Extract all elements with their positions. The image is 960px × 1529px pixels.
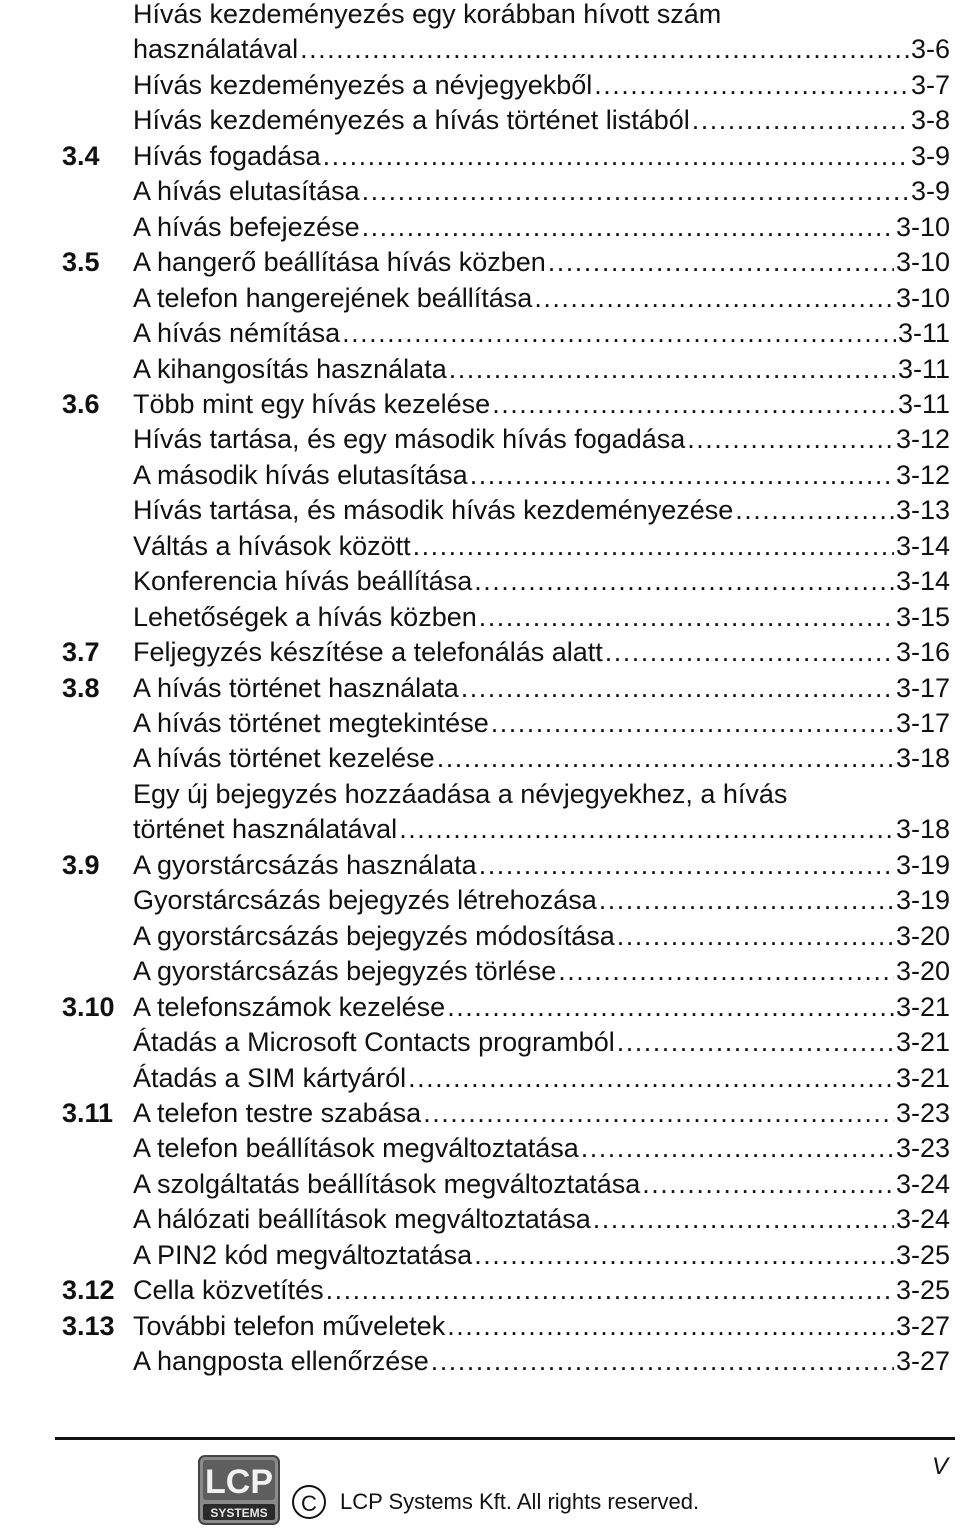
toc-page-number: 3-20 — [895, 956, 950, 987]
dot-leader — [642, 1166, 894, 1202]
dot-leader — [479, 847, 894, 883]
dot-leader — [423, 1095, 894, 1131]
toc-entry-title: Hívás kezdeményezés a névjegyekből — [133, 69, 593, 100]
toc-line — [133, 351, 950, 387]
toc-line — [133, 315, 950, 351]
toc-line — [133, 386, 950, 422]
toc-page-number: 3-12 — [895, 459, 950, 490]
toc-entry — [0, 67, 960, 103]
toc-page-number: 3-10 — [895, 282, 950, 313]
toc-page-number: 3-27 — [895, 1346, 950, 1377]
dot-leader — [617, 1024, 894, 1060]
toc-page-number: 3-7 — [910, 69, 950, 100]
toc-page-number: 3-18 — [895, 814, 950, 845]
toc-entry — [0, 1272, 960, 1308]
dot-leader — [362, 173, 909, 209]
toc-page-number: 3-18 — [895, 743, 950, 774]
toc-entry — [0, 1095, 960, 1131]
toc-page-number: 3-21 — [895, 1027, 950, 1058]
dot-leader — [599, 882, 894, 918]
toc-line — [133, 528, 950, 564]
dot-leader — [447, 1308, 894, 1344]
toc-line — [133, 882, 950, 918]
toc-entry — [0, 209, 960, 245]
toc-entry-title: Cella közvetítés — [133, 1275, 324, 1306]
toc-page-number: 3-10 — [895, 247, 950, 278]
page-number: V — [931, 1453, 948, 1480]
toc-line — [133, 1130, 950, 1166]
toc-entry-title: A hívás befejezése — [133, 211, 360, 242]
toc-page-number: 3-20 — [895, 920, 950, 951]
toc-entry-title: A hívás történet kezelése — [133, 743, 435, 774]
toc-page-number: 3-14 — [895, 566, 950, 597]
toc-line — [133, 1201, 950, 1237]
dot-leader — [492, 386, 896, 422]
dot-leader — [687, 421, 894, 457]
toc-entry-title: Hívás fogadása — [133, 140, 321, 171]
toc-page-number: 3-8 — [910, 105, 950, 136]
dot-leader — [461, 670, 894, 706]
toc-line — [133, 280, 950, 316]
toc-section-number: 3.7 — [62, 637, 100, 668]
toc-entry — [0, 492, 960, 528]
toc-page-number: 3-27 — [895, 1310, 950, 1341]
dot-leader — [692, 102, 909, 138]
toc-line — [133, 31, 950, 67]
toc-line — [133, 421, 950, 457]
toc-line — [133, 740, 950, 776]
toc-entry — [0, 1130, 960, 1166]
toc-page-number: 3-11 — [897, 353, 950, 384]
dot-leader — [605, 634, 894, 670]
toc-entry-title: A hangerő beállítása hívás közben — [133, 247, 546, 278]
toc-page-number: 3-10 — [895, 211, 950, 242]
dot-leader — [558, 953, 894, 989]
copyright-text: LCP Systems Kft. All rights reserved. — [340, 1489, 700, 1514]
dot-leader — [449, 351, 896, 387]
toc-entry — [0, 1201, 960, 1237]
toc-entry-title: A telefon hangerejének beállítása — [133, 282, 533, 313]
toc-entry-title: További telefon műveletek — [133, 1310, 446, 1341]
toc-entry-title: A hívás elutasítása — [133, 176, 360, 207]
toc-entry — [0, 599, 960, 635]
toc-entry — [0, 1237, 960, 1273]
toc-page-number: 3-9 — [910, 140, 950, 171]
dot-leader — [342, 315, 896, 351]
toc-entry-title: A második hívás elutasítása — [133, 459, 468, 490]
toc-entry-title: Átadás a SIM kártyáról — [133, 1062, 407, 1093]
toc-page-number: 3-16 — [895, 637, 950, 668]
toc-page-number: 3-21 — [895, 991, 950, 1022]
toc-section-number: 3.5 — [62, 247, 100, 278]
dot-leader — [548, 244, 894, 280]
toc-entry — [0, 740, 960, 776]
toc-line — [133, 492, 950, 528]
toc-line — [133, 989, 950, 1025]
toc-entry — [0, 811, 960, 847]
toc-page-number: 3-24 — [895, 1204, 950, 1235]
toc-line — [133, 1308, 950, 1344]
toc-entry — [0, 528, 960, 564]
lcp-systems-logo — [198, 1455, 280, 1525]
toc-entry-title: A hangposta ellenőrzése — [133, 1346, 429, 1377]
dot-leader — [474, 1237, 894, 1273]
toc-entry-title: A hálózati beállítások megváltoztatása — [133, 1204, 591, 1235]
toc-page-number: 3-17 — [895, 672, 950, 703]
toc-page-number: 3-11 — [897, 318, 950, 349]
toc-section-number: 3.9 — [62, 849, 100, 880]
logo-subtitle: SYSTEMS — [210, 1506, 268, 1520]
dot-leader — [594, 67, 909, 103]
toc-page-number: 3-21 — [895, 1062, 950, 1093]
toc-section-number: 3.10 — [62, 991, 115, 1022]
toc-section-number: 3.12 — [62, 1275, 115, 1306]
toc-entry — [0, 102, 960, 138]
copyright-notice — [292, 1482, 699, 1522]
toc-line — [133, 918, 950, 954]
toc-entry-title: A gyorstárcsázás bejegyzés módosítása — [133, 920, 615, 951]
dot-leader — [581, 1130, 894, 1166]
toc-entry-title: Egy új bejegyzés hozzáadása a névjegyekhez, a hívás — [133, 778, 788, 809]
toc-page-number: 3-24 — [895, 1168, 950, 1199]
toc-entry-title: A hívás történet használata — [133, 672, 459, 703]
toc-entry — [0, 0, 960, 32]
dot-leader — [735, 492, 894, 528]
toc-entry — [0, 989, 960, 1025]
toc-entry — [0, 386, 960, 422]
toc-page-number: 3-23 — [895, 1097, 950, 1128]
toc-line — [133, 1343, 950, 1379]
toc-entry-title: A hívás némítása — [133, 318, 341, 349]
toc-entry — [0, 1060, 960, 1096]
toc-line — [133, 811, 950, 847]
toc-entry-title: Feljegyzés készítése a telefonálás alatt — [133, 637, 603, 668]
toc-page-number: 3-14 — [895, 530, 950, 561]
footer-divider — [55, 1437, 955, 1440]
toc-line — [133, 173, 950, 209]
toc-line — [133, 138, 950, 174]
toc-section-number: 3.13 — [62, 1310, 115, 1341]
dot-leader — [534, 280, 894, 316]
toc-entry — [0, 421, 960, 457]
toc-entry-title: A gyorstárcsázás bejegyzés törlése — [133, 956, 557, 987]
toc-entry-title: A telefon beállítások megváltoztatása — [133, 1133, 579, 1164]
toc-entry-title: A hívás történet megtekintése — [133, 708, 489, 738]
toc-entry-title: használatával — [133, 34, 299, 65]
toc-entry — [0, 244, 960, 280]
toc-entry — [0, 1166, 960, 1202]
toc-entry — [0, 705, 960, 741]
dot-leader — [326, 1272, 894, 1308]
toc-line — [133, 1272, 950, 1308]
toc-entry — [0, 1024, 960, 1060]
toc-entry — [0, 634, 960, 670]
toc-page-number: 3-25 — [895, 1239, 950, 1270]
toc-line — [133, 1060, 950, 1096]
toc-entry-title: Hívás tartása, és második hívás kezdeményezése — [133, 495, 734, 526]
toc-entry — [0, 31, 960, 67]
dot-leader — [323, 138, 909, 174]
toc-entry-title: A telefon testre szabása — [133, 1097, 422, 1128]
toc-entry — [0, 918, 960, 954]
toc-entry-title: A telefonszámok kezelése — [133, 991, 446, 1022]
toc-entry — [0, 138, 960, 174]
toc-entry-title: Hívás tartása, és egy második hívás fogadása — [133, 424, 686, 455]
toc-line — [133, 1095, 950, 1131]
dot-leader — [437, 740, 894, 776]
toc-page-number: 3-25 — [895, 1275, 950, 1306]
toc-entry — [0, 776, 960, 812]
dot-leader — [617, 918, 894, 954]
toc-page-number: 3-9 — [910, 176, 950, 207]
copyright-icon: C — [292, 1485, 326, 1519]
toc-line — [133, 670, 950, 706]
toc-line — [133, 847, 950, 883]
dot-leader — [300, 31, 909, 67]
dot-leader — [470, 457, 894, 493]
toc-entry-title: A szolgáltatás beállítások megváltoztatása — [133, 1168, 641, 1199]
toc-entry-title: Hívás kezdeményezés egy korábban hívott szám — [133, 0, 722, 29]
toc-entry-title: A kihangosítás használata — [133, 353, 447, 384]
dot-leader — [399, 811, 894, 847]
toc-line — [133, 599, 950, 635]
toc-entry-title: Lehetőségek a hívás közben — [133, 601, 477, 632]
toc-page-number: 3-12 — [895, 424, 950, 455]
toc-line — [133, 1166, 950, 1202]
dot-leader — [431, 1343, 894, 1379]
toc-entry — [0, 847, 960, 883]
toc-section-number: 3.4 — [62, 140, 100, 171]
toc-entry — [0, 563, 960, 599]
toc-entry — [0, 1308, 960, 1344]
toc-line — [133, 102, 950, 138]
toc-entry — [0, 670, 960, 706]
dot-leader — [362, 209, 894, 245]
toc-entry-title: Átadás a Microsoft Contacts programból — [133, 1027, 615, 1058]
toc-page-number: 3-6 — [910, 34, 950, 65]
toc-line — [133, 705, 950, 741]
toc-entry-title: A PIN2 kód megváltoztatása — [133, 1239, 473, 1270]
toc-page-number: 3-19 — [895, 885, 950, 916]
toc-entry-title: Váltás a hívások között — [133, 530, 411, 561]
toc-entry-title: Konferencia hívás beállítása — [133, 566, 473, 597]
toc-line — [133, 209, 950, 245]
toc-line — [133, 244, 950, 280]
toc-line — [133, 67, 950, 103]
toc-entry-title: történet használatával — [133, 814, 398, 845]
toc-line — [133, 563, 950, 599]
toc-entry-title: Gyorstárcsázás bejegyzés létrehozása — [133, 885, 597, 916]
toc-page-number: 3-13 — [895, 495, 950, 526]
toc-page-number: 3-15 — [895, 601, 950, 632]
toc-page-number: 3-23 — [895, 1133, 950, 1164]
toc-entry — [0, 882, 960, 918]
dot-leader — [413, 528, 894, 564]
logo-wordmark: LCP — [205, 1463, 273, 1501]
toc-section-number: 3.6 — [62, 388, 100, 419]
toc-entry-title: A gyorstárcsázás használata — [133, 849, 477, 880]
toc-entry — [0, 457, 960, 493]
toc-entry — [0, 173, 960, 209]
toc-section-number: 3.8 — [62, 672, 100, 703]
toc-line — [133, 1024, 950, 1060]
toc-entry — [0, 953, 960, 989]
toc-page-number: 3-11 — [897, 388, 950, 419]
toc-line — [133, 634, 950, 670]
dot-leader — [447, 989, 894, 1025]
dot-leader — [491, 705, 894, 741]
toc-entry — [0, 280, 960, 316]
toc-section-number: 3.11 — [62, 1097, 114, 1128]
toc-line — [133, 953, 950, 989]
toc-page-number: 3-19 — [895, 849, 950, 880]
toc-entry — [0, 1343, 960, 1379]
dot-leader — [593, 1201, 894, 1237]
toc-line — [133, 1237, 950, 1273]
dot-leader — [479, 599, 894, 635]
dot-leader — [408, 1060, 894, 1096]
toc-line — [133, 457, 950, 493]
toc-entry — [0, 315, 960, 351]
toc-page-number: 3-17 — [895, 708, 950, 738]
toc-entry — [0, 351, 960, 387]
dot-leader — [474, 563, 894, 599]
toc-entry-title: Több mint egy hívás kezelése — [133, 388, 491, 419]
toc-entry-title: Hívás kezdeményezés a hívás történet listából — [133, 105, 690, 136]
